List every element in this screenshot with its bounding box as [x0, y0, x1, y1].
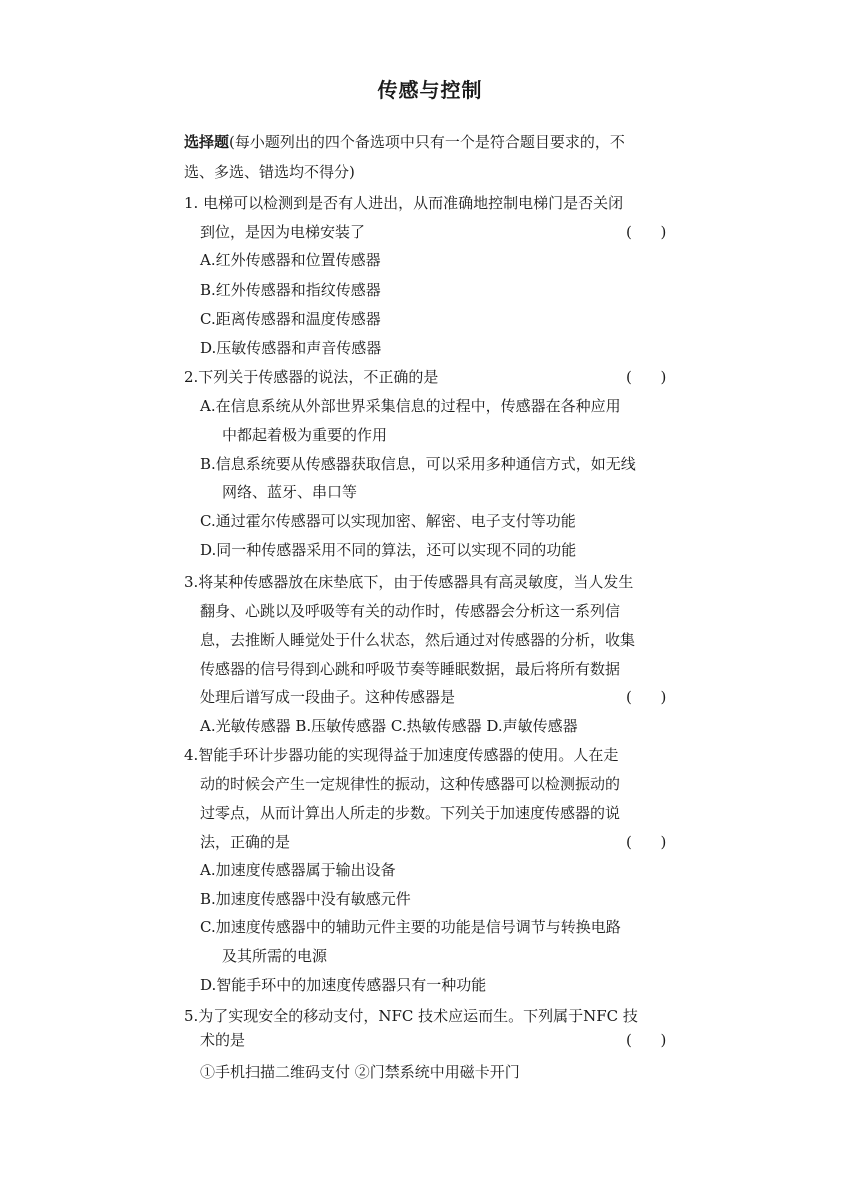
q4-option-d: D.智能手环中的加速度传感器只有一种功能 [200, 976, 487, 994]
q3-stem-line-1: 3.将某种传感器放在床垫底下，由于传感器具有高灵敏度，当人发生 [184, 573, 634, 591]
q2-answer-blank: ( ) [626, 368, 667, 386]
q4-option-b: B.加速度传感器中没有敏感元件 [200, 890, 411, 908]
q2-option-d: D.同一种传感器采用不同的算法，还可以实现不同的功能 [200, 541, 577, 559]
instructions-line-1 [184, 132, 625, 152]
q2-option-b-line-2: 网络、蓝牙、串口等 [222, 483, 358, 501]
instructions-text-1: (每小题列出的四个备选项中只有一个是符合题目要求的，不 [229, 133, 625, 151]
q1-option-a: A.红外传感器和位置传感器 [200, 251, 381, 269]
q4-option-a: A.加速度传感器属于输出设备 [200, 861, 396, 879]
q5-answer-blank: ( ) [626, 1031, 667, 1049]
q1-stem-line-1: 1. 电梯可以检测到是否有人进出，从而准确地控制电梯门是否关闭 [184, 194, 624, 212]
q4-stem-line-1: 4.智能手环计步器功能的实现得益于加速度传感器的使用。人在走 [184, 746, 619, 764]
instructions-line-2: 选、多选、错选均不得分) [184, 163, 355, 181]
q1-option-b: B.红外传感器和指纹传感器 [200, 281, 381, 299]
q2-option-a-line-1: A.在信息系统从外部世界采集信息的过程中，传感器在各种应用 [200, 397, 621, 415]
q2-option-c: C.通过霍尔传感器可以实现加密、解密、电子支付等功能 [200, 512, 576, 530]
q4-option-c-line-2: 及其所需的电源 [222, 947, 328, 965]
q1-option-c: C.距离传感器和温度传感器 [200, 310, 381, 328]
q5-stem-line-2: 术的是 [200, 1031, 246, 1049]
page-title: 传感与控制 [377, 78, 483, 102]
q3-stem-line-5: 处理后谱写成一段曲子。这种传感器是 [200, 688, 456, 706]
q3-stem-line-3: 息，去推断人睡觉处于什么状态，然后通过对传感器的分析，收集 [200, 631, 636, 649]
q3-stem-line-4: 传感器的信号得到心跳和呼吸节奏等睡眠数据，最后将所有数据 [200, 660, 621, 678]
q2-option-b-line-1: B.信息系统要从传感器获取信息，可以采用多种通信方式，如无线 [200, 455, 636, 473]
q2-option-a-line-2: 中都起着极为重要的作用 [222, 426, 388, 444]
q4-option-c-line-1: C.加速度传感器中的辅助元件主要的功能是信号调节与转换电路 [200, 918, 621, 936]
q1-answer-blank: ( ) [626, 223, 667, 241]
q5-options: ①手机扫描二维码支付 ②门禁系统中用磁卡开门 [200, 1063, 520, 1081]
q3-stem-line-2: 翻身、心跳以及呼吸等有关的动作时，传感器会分析这一系列信 [200, 602, 621, 620]
q4-answer-blank: ( ) [626, 833, 667, 851]
q1-stem-line-2: 到位，是因为电梯安装了 [200, 223, 366, 241]
q2-stem: 2.下列关于传感器的说法，不正确的是 [184, 368, 439, 386]
q3-options: A.光敏传感器 B.压敏传感器 C.热敏传感器 D.声敏传感器 [200, 717, 578, 735]
q3-answer-blank: ( ) [626, 688, 667, 706]
q4-stem-line-4: 法，正确的是 [200, 833, 291, 851]
q4-stem-line-3: 过零点，从而计算出人所走的步数。下列关于加速度传感器的说 [200, 804, 621, 822]
q1-option-d: D.压敏传感器和声音传感器 [200, 339, 382, 357]
q5-stem-line-1: 5.为了实现安全的移动支付，NFC 技术应运而生。下列属于NFC 技 [184, 1007, 638, 1025]
q4-stem-line-2: 动的时候会产生一定规律性的振动，这种传感器可以检测振动的 [200, 775, 621, 793]
section-label: 选择题 [184, 133, 230, 151]
